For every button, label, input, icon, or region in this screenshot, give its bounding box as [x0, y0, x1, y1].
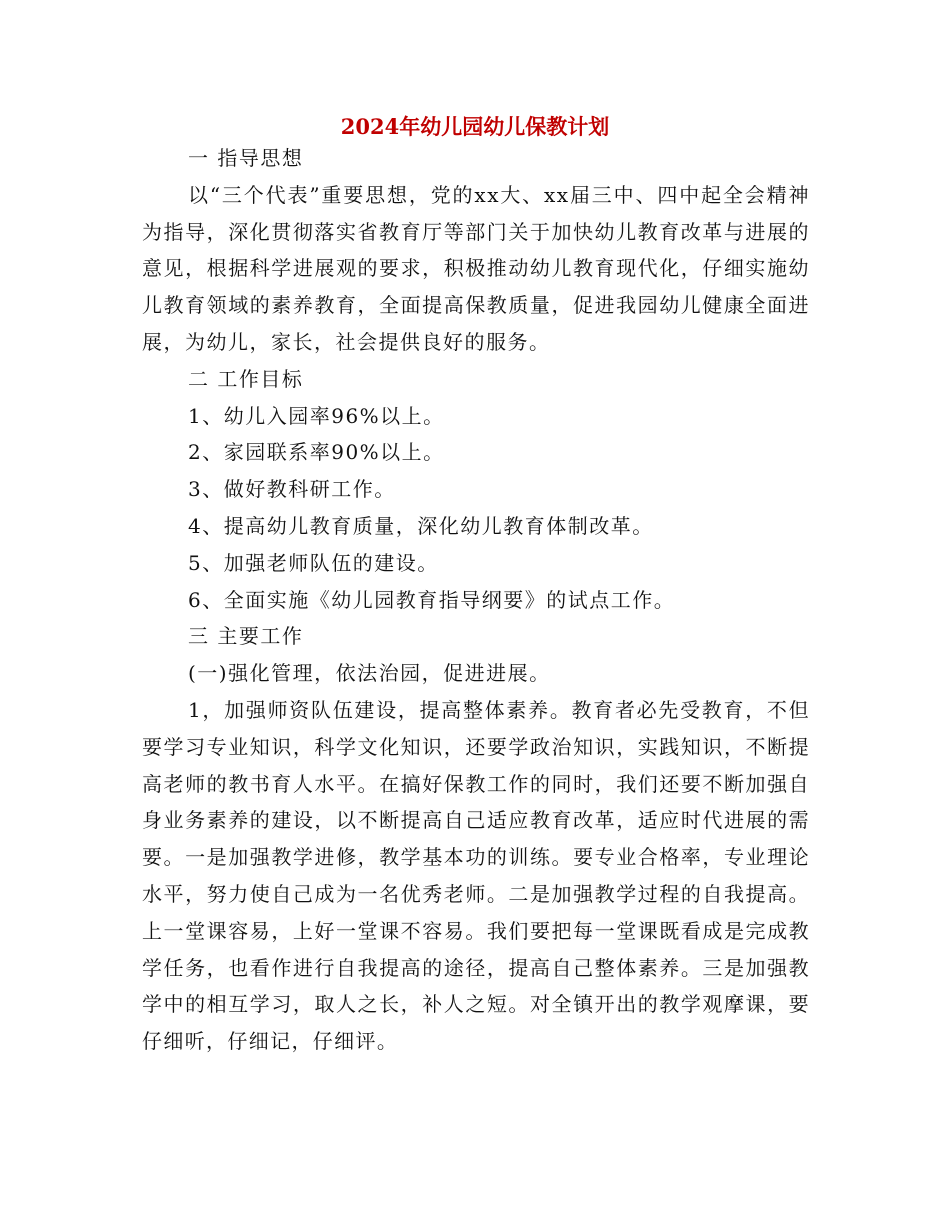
subsection-heading-management: (一)强化管理，依法治园，促进进展。 — [188, 661, 551, 686]
document-body — [142, 140, 810, 1060]
goal-item: 4、提高幼儿教育质量，深化幼儿教育体制改革。 — [188, 513, 654, 538]
goal-item: 5、加强老师队伍的建设。 — [188, 550, 439, 575]
goal-item: 2、家园联系率90%以上。 — [188, 440, 445, 465]
goal-item: 1、幼儿入园率96%以上。 — [188, 403, 445, 428]
goal-item: 3、做好教科研工作。 — [188, 477, 396, 502]
paragraph-guiding-ideology: 以“三个代表”重要思想，党的xx大、xx届三中、四中起全会精神为指导，深化贯彻落实省教育厅等部门关于加快幼儿教育改革与进展的意见，根据科学进展观的要求，积极推动幼儿教育现代化，仔细实施幼儿教育领域的素养教育，全面提高保教质量，促进我园幼儿健康全面进展，为幼儿，家长，社会提供良好的服务。 — [142, 182, 810, 354]
goal-item: 6、全面实施《幼儿园教育指导纲要》的试点工作。 — [188, 587, 676, 612]
section-heading-main-work: 三 主要工作 — [188, 624, 304, 649]
section-heading-guiding-ideology: 一 指导思想 — [188, 146, 304, 170]
document-title: 2024年幼儿园幼儿保教计划 — [340, 114, 610, 139]
section-heading-work-goals: 二 工作目标 — [188, 366, 304, 391]
paragraph-teacher-team-building: 1，加强师资队伍建设，提高整体素养。教育者必先受教育，不但要学习专业知识，科学文化知识，还要学政治知识，实践知识，不断提高老师的教书育人水平。在搞好保教工作的同时，我们还要不断加强自身业务素养的建设，以不断提高自己适应教育改革，适应时代进展的需要。一是加强教学进修，教学基本功的训练。要专业合格率，专业理论水平，努力使自己成为一名优秀老师。二是加强教学过程的自我提高。上一堂课容易，上好一堂课不容易。我们要把每一堂课既看成是完成教学任务，也看作进行自我提高的途径，提高自己整体素养。三是加强教学中的相互学习，取人之长，补人之短。对全镇开出的教学观摩课，要仔细听，仔细记，仔细评。 — [142, 697, 810, 1054]
